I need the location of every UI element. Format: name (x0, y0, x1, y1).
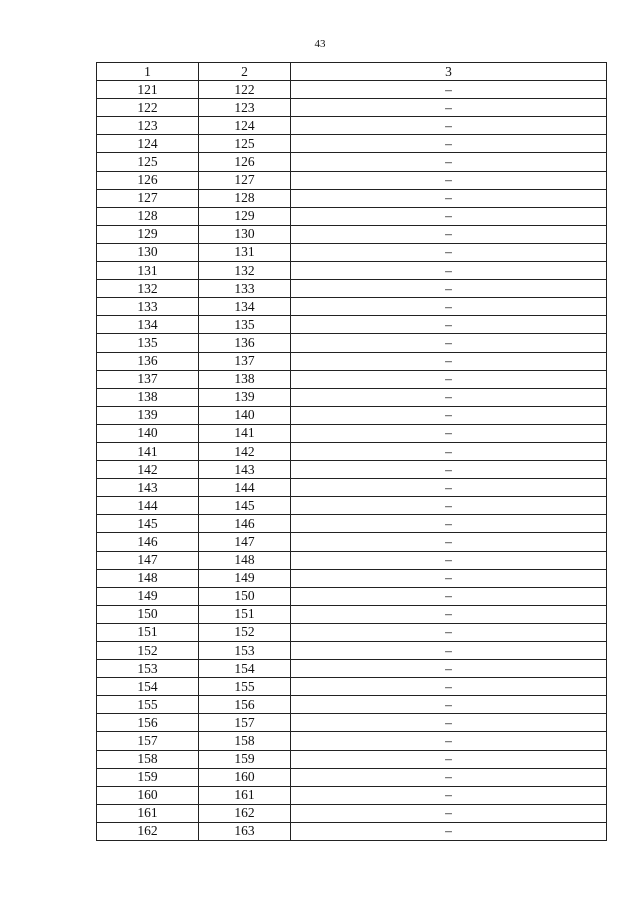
table-cell-col-1: 133 (97, 298, 199, 316)
table-row (97, 117, 607, 135)
table-cell-col-3: – (291, 623, 607, 641)
table-cell-col-3: – (291, 479, 607, 497)
table-cell-col-3: – (291, 243, 607, 261)
table-cell-col-2: 155 (199, 678, 291, 696)
table-cell-col-2: 163 (199, 822, 291, 840)
table-cell-col-2: 143 (199, 461, 291, 479)
table-cell-col-1: 139 (97, 406, 199, 424)
table-cell-col-1: 125 (97, 153, 199, 171)
table-cell-col-2: 161 (199, 786, 291, 804)
table-row (97, 479, 607, 497)
table-cell-col-3: – (291, 533, 607, 551)
table-row (97, 642, 607, 660)
table-row (97, 497, 607, 515)
table-cell-col-1: 152 (97, 642, 199, 660)
table-row (97, 678, 607, 696)
table-cell-col-3: – (291, 117, 607, 135)
table-cell-col-2: 160 (199, 768, 291, 786)
table-cell-col-2: 158 (199, 732, 291, 750)
table-cell-col-1: 130 (97, 243, 199, 261)
table-cell-col-2: 159 (199, 750, 291, 768)
table-cell-col-1: 136 (97, 352, 199, 370)
table-cell-col-2: 138 (199, 370, 291, 388)
table-row (97, 388, 607, 406)
table-row (97, 424, 607, 442)
table-cell-col-3: – (291, 678, 607, 696)
table-cell-col-2: 141 (199, 424, 291, 442)
table-row (97, 370, 607, 388)
table-cell-col-2: 130 (199, 225, 291, 243)
table-row (97, 225, 607, 243)
table-row (97, 533, 607, 551)
table-cell-col-3: – (291, 515, 607, 533)
table-cell-col-3: – (291, 732, 607, 750)
table-cell-col-1: 141 (97, 442, 199, 460)
table-cell-col-1: 156 (97, 714, 199, 732)
table-row (97, 822, 607, 840)
table-row (97, 714, 607, 732)
table-cell-col-1: 148 (97, 569, 199, 587)
table-cell-col-2: 142 (199, 442, 291, 460)
table-cell-col-1: 145 (97, 515, 199, 533)
table-cell-col-3: – (291, 334, 607, 352)
table-cell-col-2: 157 (199, 714, 291, 732)
table-cell-col-3: – (291, 370, 607, 388)
table-cell-col-1: 126 (97, 171, 199, 189)
table-cell-col-3: – (291, 642, 607, 660)
table-cell-col-1: 138 (97, 388, 199, 406)
table-cell-col-2: 132 (199, 262, 291, 280)
table-cell-col-2: 126 (199, 153, 291, 171)
table-cell-col-1: 122 (97, 99, 199, 117)
table-row (97, 461, 607, 479)
table-cell-col-3: – (291, 298, 607, 316)
table-row (97, 189, 607, 207)
table-cell-col-2: 156 (199, 696, 291, 714)
table-cell-col-3: – (291, 822, 607, 840)
table-header (97, 63, 607, 81)
table-body (97, 81, 607, 841)
table-cell-col-1: 147 (97, 551, 199, 569)
table-row (97, 732, 607, 750)
table-row (97, 316, 607, 334)
table-cell-col-3: – (291, 714, 607, 732)
table-cell-col-1: 143 (97, 479, 199, 497)
table-row (97, 352, 607, 370)
table-cell-col-3: – (291, 750, 607, 768)
table-cell-col-1: 160 (97, 786, 199, 804)
table-cell-col-1: 121 (97, 81, 199, 99)
table-cell-col-2: 135 (199, 316, 291, 334)
table-cell-col-1: 135 (97, 334, 199, 352)
table-cell-col-1: 151 (97, 623, 199, 641)
table-cell-col-2: 127 (199, 171, 291, 189)
table-cell-col-1: 153 (97, 660, 199, 678)
table-cell-col-3: – (291, 551, 607, 569)
table-cell-col-2: 140 (199, 406, 291, 424)
table-cell-col-1: 150 (97, 605, 199, 623)
table-cell-col-3: – (291, 189, 607, 207)
table-cell-col-1: 127 (97, 189, 199, 207)
table-cell-col-1: 158 (97, 750, 199, 768)
table-cell-col-1: 128 (97, 207, 199, 225)
column-header-2: 2 (199, 63, 291, 81)
table-cell-col-2: 147 (199, 533, 291, 551)
table-row (97, 243, 607, 261)
table-row (97, 623, 607, 641)
table-cell-col-3: – (291, 497, 607, 515)
table-cell-col-2: 133 (199, 280, 291, 298)
table-row (97, 660, 607, 678)
table-cell-col-2: 150 (199, 587, 291, 605)
table-cell-col-2: 144 (199, 479, 291, 497)
table-cell-col-2: 125 (199, 135, 291, 153)
table-row (97, 750, 607, 768)
table-cell-col-2: 151 (199, 605, 291, 623)
table-row (97, 406, 607, 424)
header-row (97, 63, 607, 81)
table-cell-col-3: – (291, 569, 607, 587)
table-row (97, 262, 607, 280)
table-cell-col-2: 137 (199, 352, 291, 370)
table-cell-col-2: 134 (199, 298, 291, 316)
table-cell-col-2: 123 (199, 99, 291, 117)
table-cell-col-3: – (291, 135, 607, 153)
table-cell-col-2: 128 (199, 189, 291, 207)
table-cell-col-3: – (291, 605, 607, 623)
table-cell-col-3: – (291, 352, 607, 370)
table-cell-col-3: – (291, 461, 607, 479)
table-cell-col-1: 123 (97, 117, 199, 135)
data-table (96, 62, 607, 841)
table-cell-col-3: – (291, 207, 607, 225)
table-cell-col-1: 144 (97, 497, 199, 515)
table-cell-col-1: 129 (97, 225, 199, 243)
table-cell-col-2: 148 (199, 551, 291, 569)
table-cell-col-1: 157 (97, 732, 199, 750)
table-row (97, 298, 607, 316)
table-cell-col-3: – (291, 225, 607, 243)
table-row (97, 81, 607, 99)
table-cell-col-1: 155 (97, 696, 199, 714)
table-cell-col-3: – (291, 153, 607, 171)
table-cell-col-1: 154 (97, 678, 199, 696)
table-cell-col-3: – (291, 587, 607, 605)
table-cell-col-1: 149 (97, 587, 199, 605)
table-cell-col-2: 145 (199, 497, 291, 515)
table-cell-col-1: 140 (97, 424, 199, 442)
table-cell-col-1: 162 (97, 822, 199, 840)
table-row (97, 768, 607, 786)
table-row (97, 569, 607, 587)
table-cell-col-1: 142 (97, 461, 199, 479)
table-cell-col-1: 132 (97, 280, 199, 298)
table-row (97, 605, 607, 623)
table-cell-col-3: – (291, 660, 607, 678)
table-cell-col-3: – (291, 99, 607, 117)
table-cell-col-3: – (291, 388, 607, 406)
table-cell-col-1: 137 (97, 370, 199, 388)
table-row (97, 786, 607, 804)
table-cell-col-1: 159 (97, 768, 199, 786)
table-cell-col-2: 129 (199, 207, 291, 225)
column-header-3: 3 (291, 63, 607, 81)
table-cell-col-2: 154 (199, 660, 291, 678)
table-cell-col-2: 124 (199, 117, 291, 135)
table-cell-col-3: – (291, 786, 607, 804)
table-cell-col-2: 139 (199, 388, 291, 406)
table-row (97, 153, 607, 171)
table-cell-col-2: 153 (199, 642, 291, 660)
table-cell-col-3: – (291, 81, 607, 99)
table-cell-col-2: 152 (199, 623, 291, 641)
table-row (97, 99, 607, 117)
table-cell-col-1: 134 (97, 316, 199, 334)
table-row (97, 207, 607, 225)
table-row (97, 587, 607, 605)
table-cell-col-3: – (291, 171, 607, 189)
table-cell-col-2: 122 (199, 81, 291, 99)
table-cell-col-3: – (291, 280, 607, 298)
table-cell-col-2: 162 (199, 804, 291, 822)
table-row (97, 551, 607, 569)
table-cell-col-3: – (291, 768, 607, 786)
table-cell-col-2: 146 (199, 515, 291, 533)
table-cell-col-1: 131 (97, 262, 199, 280)
table-row (97, 515, 607, 533)
table-row (97, 804, 607, 822)
table-cell-col-3: – (291, 424, 607, 442)
table-row (97, 334, 607, 352)
table-cell-col-2: 149 (199, 569, 291, 587)
column-header-1: 1 (97, 63, 199, 81)
table-row (97, 280, 607, 298)
table-cell-col-3: – (291, 804, 607, 822)
table-cell-col-1: 124 (97, 135, 199, 153)
table-row (97, 696, 607, 714)
page-number: 43 (314, 38, 326, 50)
table-cell-col-3: – (291, 316, 607, 334)
table-cell-col-1: 146 (97, 533, 199, 551)
table-row (97, 135, 607, 153)
table-cell-col-3: – (291, 262, 607, 280)
table-row (97, 171, 607, 189)
table-cell-col-3: – (291, 442, 607, 460)
table-cell-col-2: 136 (199, 334, 291, 352)
table-cell-col-2: 131 (199, 243, 291, 261)
table-cell-col-3: – (291, 406, 607, 424)
table-cell-col-1: 161 (97, 804, 199, 822)
table-cell-col-3: – (291, 696, 607, 714)
table-row (97, 442, 607, 460)
